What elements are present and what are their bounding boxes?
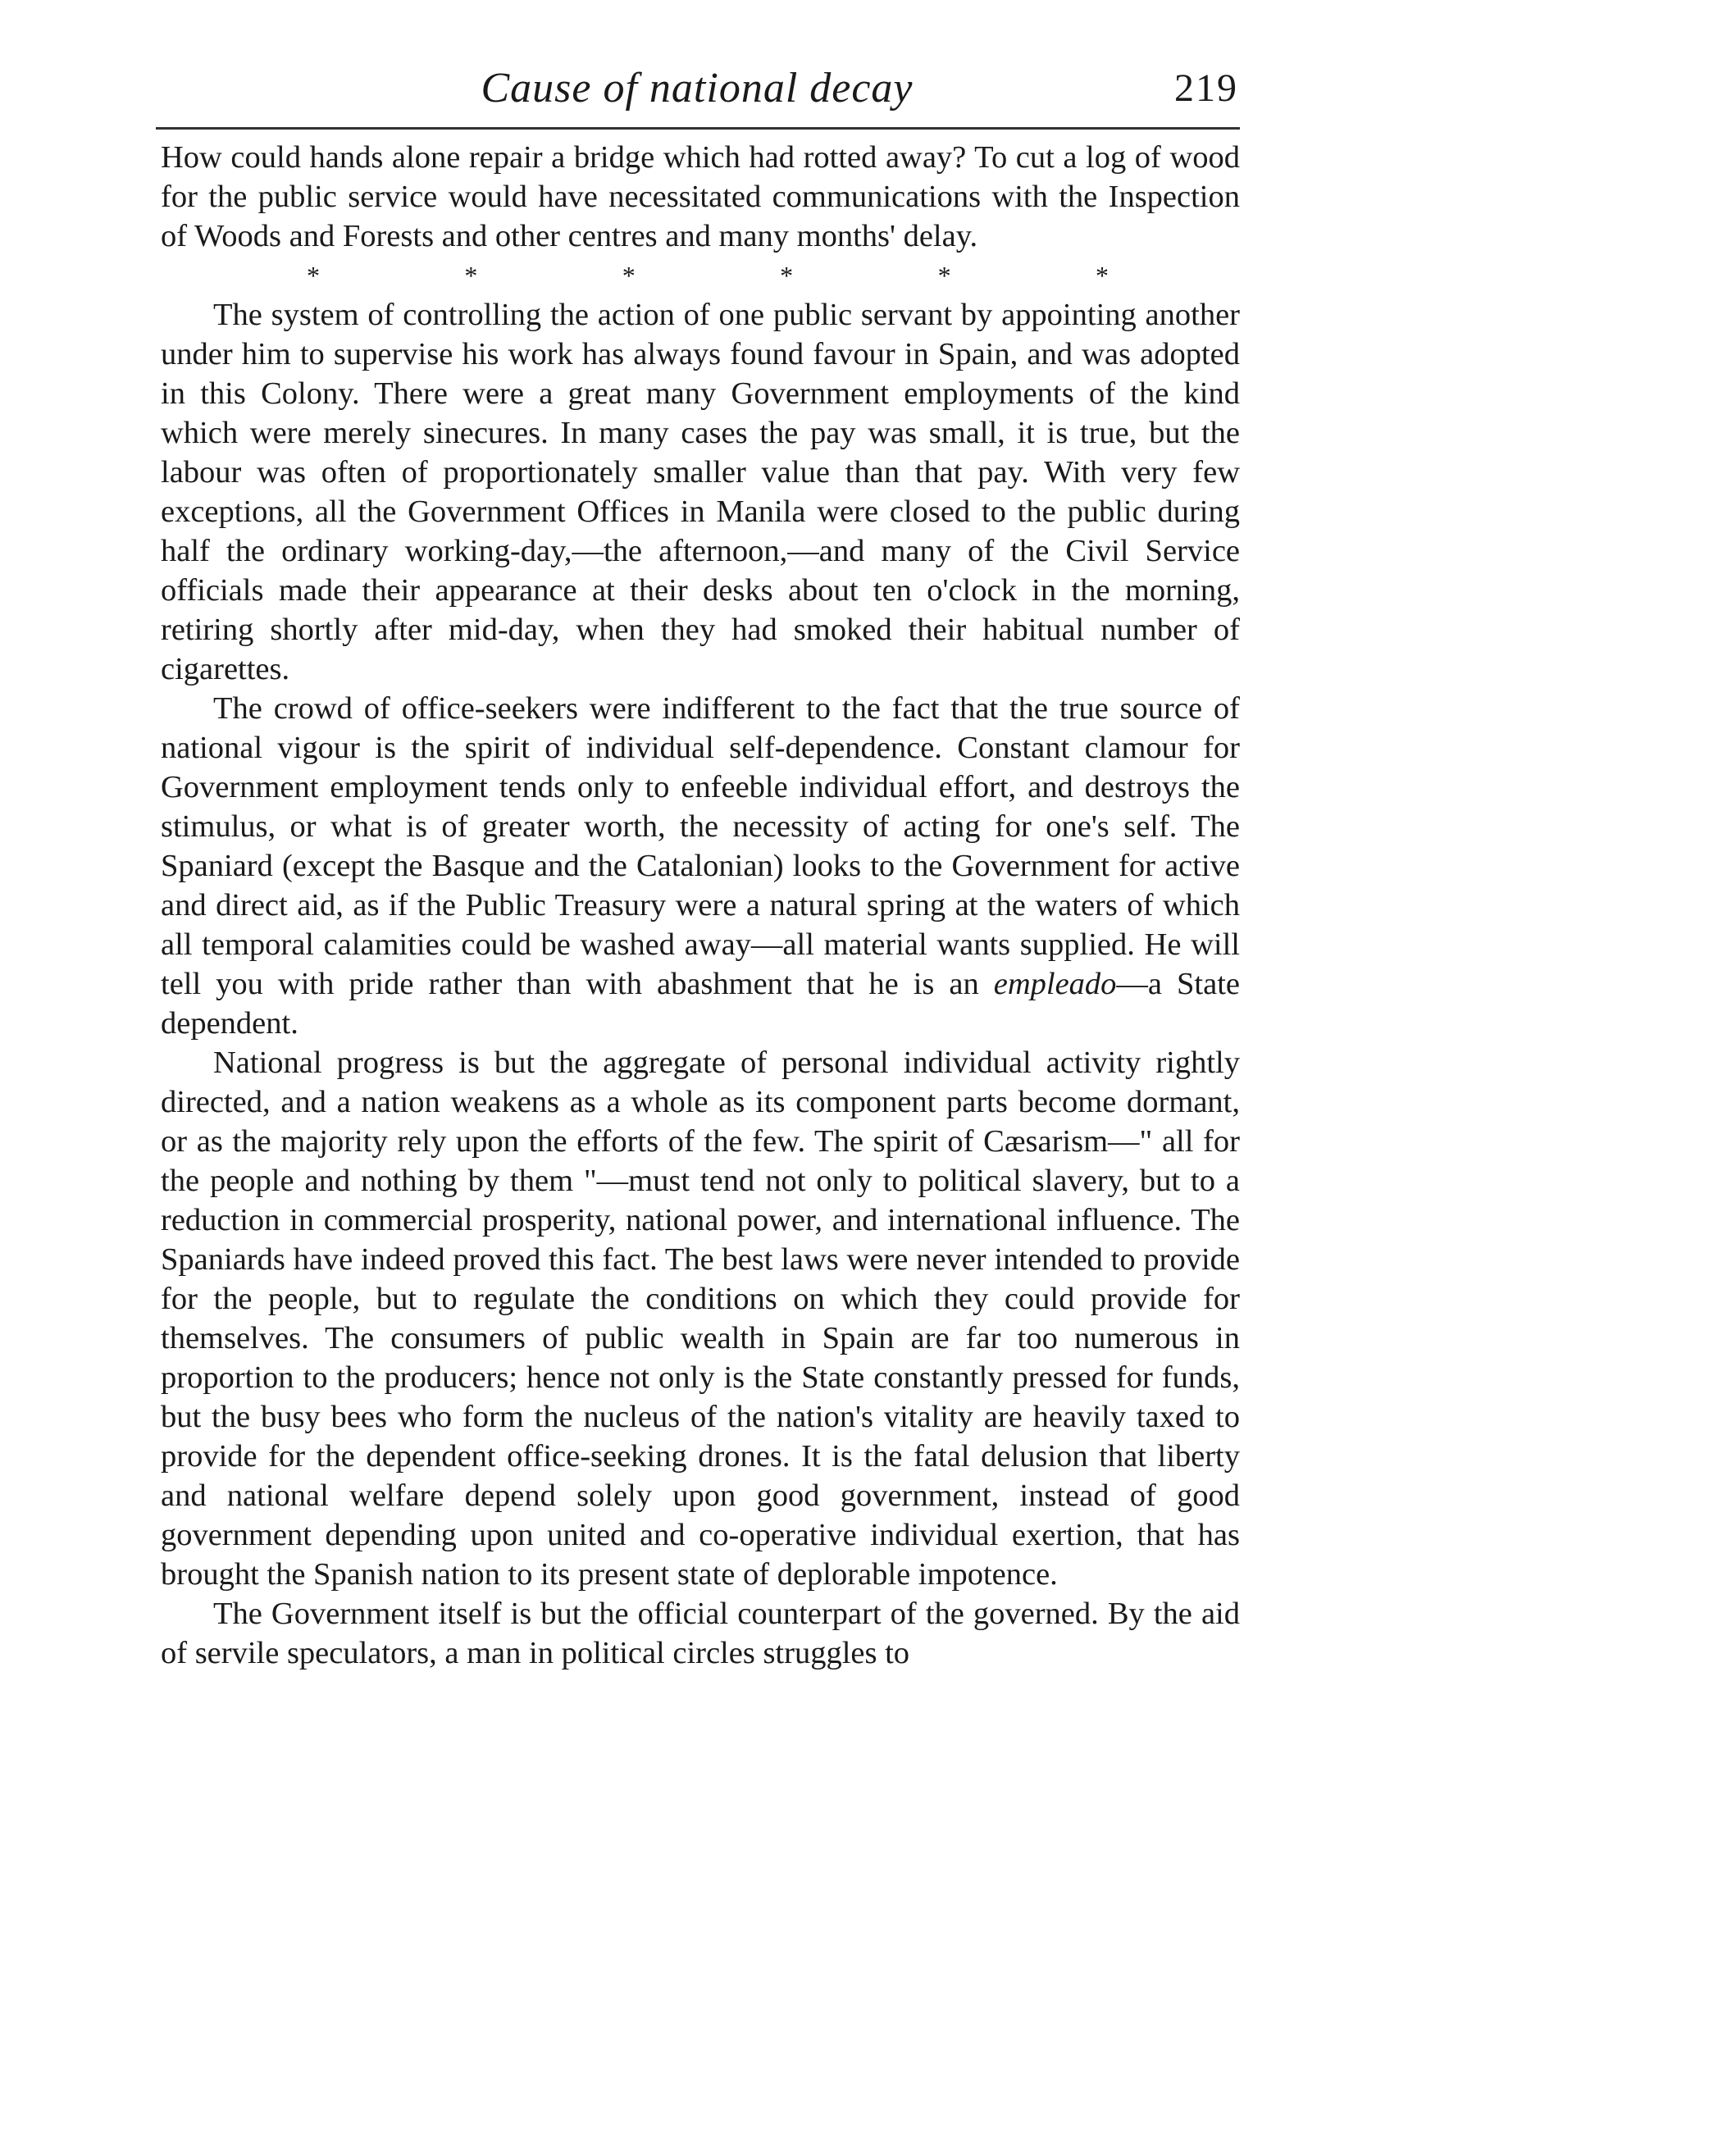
- running-head: [156, 56, 1238, 121]
- section-break-asterisks: [161, 256, 1240, 295]
- paragraph-5: The Government itself is but the official counterpart of the governed. By the aid of servile speculators, a man in political circles struggles to: [161, 1597, 1240, 1670]
- header-rule: [156, 127, 1240, 130]
- asterisk: *: [622, 261, 636, 290]
- paragraph-4: National progress is but the aggregate of personal individual activity rightly directed, and a nation weakens as a whole as its component parts become dormant, or as the majority rely upon the efforts of the few. The spirit of Cæsarism—" all for the people and nothing by them "—must tend not only to political slavery, but to a reduction in commercial prosperity, national power, and international influence. The Spaniards have indeed proved this fact. The best laws were never intended to provide for the people, but to regulate the conditions on which they could provide for themselves. The consumers of public wealth in Spain are far too numerous in proportion to the producers; hence not only is the State constantly pressed for funds, but the busy bees who form the nucleus of the nation's vitality are heavily taxed to provide for the dependent office-seeking drones. It is the fatal delusion that liberty and national welfare depend solely upon good government, instead of good government depending upon united and co-operative individual exertion, that has brought the Spanish nation to its present state of deplorable impotence.: [161, 1046, 1240, 1592]
- page-number: 219: [1174, 66, 1238, 110]
- asterisk: *: [780, 261, 794, 290]
- paragraph-3: [161, 689, 1240, 1043]
- emphasis-empleado: empleado: [993, 967, 1117, 1001]
- paragraph-3-text-end: —a State dependent.: [161, 967, 1240, 1041]
- asterisk: *: [937, 261, 951, 290]
- asterisk: *: [1095, 261, 1109, 290]
- paragraph-1: How could hands alone repair a bridge which had rotted away? To cut a log of wood for the public service would have necessitated communications with the Inspection of Woods and Forests and other centres and many months' delay.: [161, 140, 1240, 253]
- running-title: Cause of national decay: [481, 65, 914, 112]
- paragraph-2: The system of controlling the action of one public servant by appointing another under him to supervise his work has always found favour in Spain, and was adopted in this Colony. There were a great many Government employments of the kind which were merely sinecures. In many cases the pay was small, it is true, but the labour was often of proportionately smaller value than that pay. With very few exceptions, all the Government Offices in Manila were closed to the public during half the ordinary working-day,—the afternoon,—and many of the Civil Service officials made their appearance at their desks about ten o'clock in the morning, retiring shortly after mid-day, when they had smoked their habitual number of cigarettes.: [161, 298, 1240, 686]
- asterisk: *: [307, 261, 320, 290]
- paragraph-3-text: The crowd of office-seekers were indifferent to the fact that the true source of national vigour is the spirit of individual self-dependence. Constant clamour for Government employment tends only to enfeeble individual effort, and destroys the stimulus, or what is of greater worth, the necessity of acting for one's self. The Spaniard (except the Basque and the Catalonian) looks to the Government for active and direct aid, as if the Public Treasury were a natural spring at the waters of which all temporal calamities could be washed away—all material wants supplied. He will tell you with pride rather than with abashment that he is an: [161, 691, 1240, 1001]
- asterisk: *: [464, 261, 478, 290]
- body-text: [161, 138, 1240, 1673]
